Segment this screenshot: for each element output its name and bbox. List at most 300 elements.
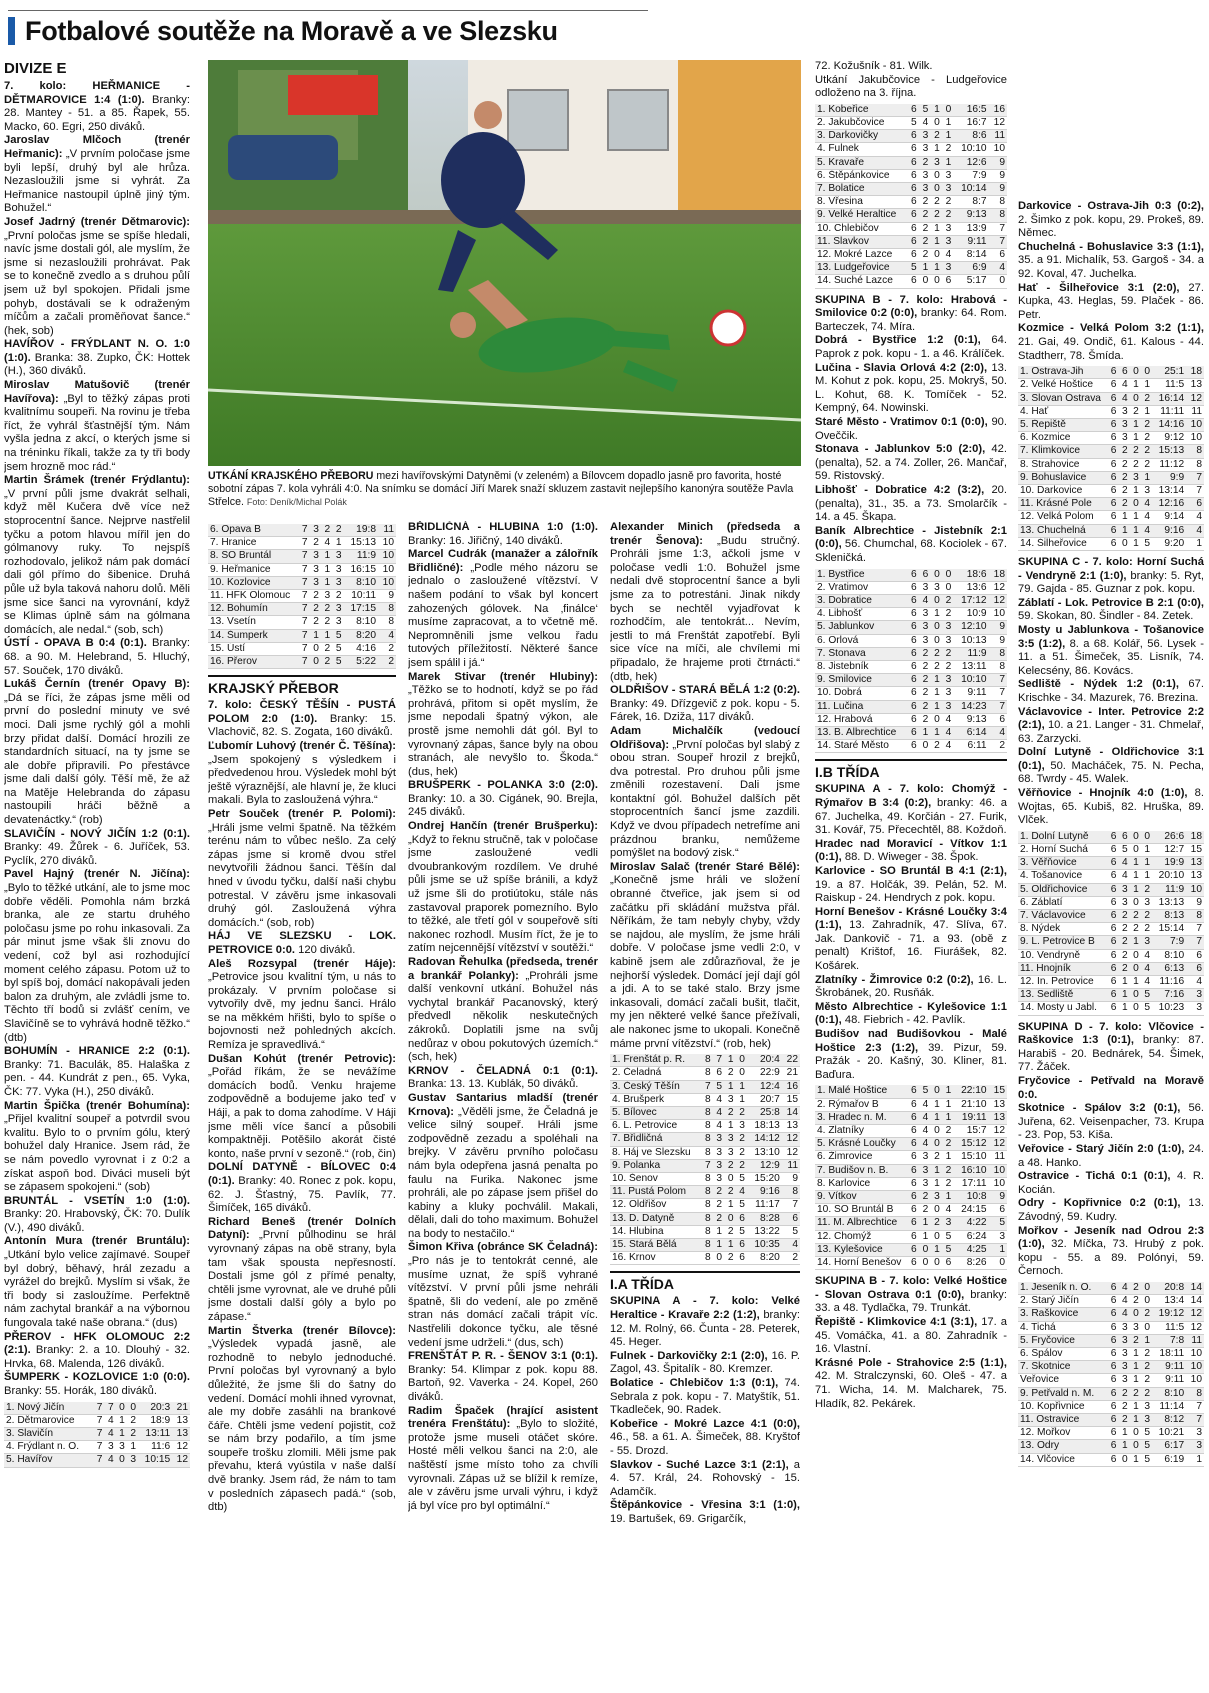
table-cell: 6 bbox=[1107, 511, 1118, 524]
table-row bbox=[815, 569, 1007, 582]
report-paragraph bbox=[408, 548, 598, 670]
report-text: „Dá se říci, že zápas jsme měli od první do poslední minuty ve své moci. Dali jsme rychlý gól a mohli brzy přidat další. Domácí hrozili ze standardních situací, na ty jsme se ale dobře připravili. Po přestávce jsme dali další góly. Těší mě, že až na Matěje Helebranda do zápasu nastoupili hráči běžně a devatenáctky.“ (rob) bbox=[4, 691, 190, 827]
table-cell: 2 bbox=[1118, 445, 1129, 458]
table-cell: 9:20 bbox=[1152, 537, 1186, 550]
table-cell: 12 bbox=[989, 581, 1007, 594]
table-cell: 8 bbox=[701, 1106, 712, 1119]
team-name: 4. Tošanovice bbox=[1018, 870, 1107, 883]
table-cell: 6 bbox=[1107, 1002, 1118, 1015]
table-cell: 18:13 bbox=[747, 1120, 782, 1133]
report-paragraph bbox=[815, 294, 1007, 335]
table-cell: 8:20 bbox=[747, 1252, 782, 1265]
table-cell: 10:11 bbox=[343, 590, 378, 603]
table-cell: 3 bbox=[930, 1191, 942, 1204]
team-name: 5. Řepiště bbox=[1018, 418, 1107, 431]
team-name: 6. Žimrovice bbox=[815, 1151, 907, 1164]
team-name: 13. Odry bbox=[1018, 1440, 1107, 1453]
table-cell: 13 bbox=[1186, 379, 1204, 392]
table-row bbox=[610, 1172, 800, 1185]
table-row bbox=[1018, 379, 1204, 392]
report-text: „První poločas jsme se spíše hledali, navíc jsme dostali gól, ale myslím, že jsme si nezasloužili prohrávat. Pak se to konečně zvedlo a s druhou půlí jsem už byl spokojen. Přidali jsme pohyb, dostávali se k odraženým míčům a začali proměňovat šance.“ (hek, sob) bbox=[4, 229, 190, 337]
table-row bbox=[815, 130, 1007, 143]
report-headline: Skotnice - Spálov 3:2 (0:1), bbox=[1018, 1102, 1181, 1115]
table-cell: 5 bbox=[332, 642, 343, 655]
table-cell: 9 bbox=[1186, 896, 1204, 909]
table-cell: 0 bbox=[919, 1243, 931, 1256]
report-paragraph bbox=[4, 868, 190, 1045]
report-headline: DOLNÍ DATYNĚ - BÍLOVEC 0:4 (0:1). bbox=[208, 1161, 396, 1188]
table-cell: 7 bbox=[93, 1402, 104, 1415]
table-cell: 9 bbox=[378, 590, 396, 603]
report-paragraph bbox=[408, 521, 598, 548]
table-cell: 0 bbox=[919, 740, 931, 753]
report-text: 19. Bartušek, 69. Grigarčík, bbox=[610, 1512, 747, 1525]
report-text: „Hráli jsme velmi špatně. Na těžkém terénu nám to vůbec nešlo. Za celý zápas jsme si kromě dvou střel nevytvořili žádnou šanci. Těšín dal hned v úvodu tyčku, další naši chybu potrestal. V závěru jsme inkasovali druhý gól. Zasloužená výhra domácích.“ (sob, rob) bbox=[208, 821, 396, 929]
report-headline: Karlovice - SO Bruntál B 4:1 (2:1), bbox=[815, 864, 1007, 877]
table-cell: 3 bbox=[919, 169, 931, 182]
table-cell: 0 bbox=[930, 169, 942, 182]
table-cell: 2 bbox=[321, 656, 332, 669]
table-cell: 3 bbox=[127, 1454, 138, 1467]
table-cell: 13 bbox=[172, 1428, 190, 1441]
team-name: 8. SO Bruntál bbox=[208, 550, 298, 563]
report-headline: Miroslav Matušovič (trenér Havířova): bbox=[4, 379, 190, 405]
table-cell: 6 bbox=[1107, 1334, 1118, 1347]
report-paragraph bbox=[408, 1241, 598, 1350]
report-headline: SKUPINA A - 7. kolo: Velké Heraltice - Kravaře 2:2 (1:2), bbox=[610, 1295, 800, 1321]
table-row bbox=[208, 629, 396, 642]
table-cell: 3 bbox=[930, 581, 942, 594]
team-name: 11. Hnojník bbox=[1018, 962, 1107, 975]
table-cell: 4 bbox=[989, 262, 1007, 275]
report-headline: Záblatí - Lok. Petrovice B 2:1 (0:0), bbox=[1018, 596, 1204, 609]
team-name: 7. Skotnice bbox=[1018, 1361, 1107, 1374]
report-text: Branky: 15. Vlachovič, 82. S. Zogata, 160 diváků. bbox=[208, 712, 396, 739]
table-cell: 9:16 bbox=[1152, 524, 1186, 537]
table-cell: 13 bbox=[989, 1111, 1007, 1124]
table-cell: 5 bbox=[1141, 1427, 1152, 1440]
table-cell: 2 bbox=[1118, 949, 1129, 962]
report-paragraph bbox=[815, 838, 1007, 865]
table-cell: 20:4 bbox=[747, 1054, 782, 1067]
table-cell: 4 bbox=[1118, 870, 1129, 883]
table-cell: 8:10 bbox=[1152, 1387, 1186, 1400]
table-row bbox=[1018, 1453, 1204, 1466]
report-headline: Fryčovice - Petřvald na Moravě 0:0. bbox=[1018, 1075, 1204, 1101]
table-cell: 9:11 bbox=[1152, 1374, 1186, 1387]
report-headline: Adam Michalčík (vedoucí Oldřišova): bbox=[610, 724, 800, 751]
table-cell: 4 bbox=[919, 116, 931, 129]
table-row bbox=[1018, 1374, 1204, 1387]
table-cell: 3 bbox=[310, 576, 321, 589]
team-name: 10. Kopřivnice bbox=[1018, 1400, 1107, 1413]
table-cell: 6 bbox=[989, 1204, 1007, 1217]
table-cell: 16:15 bbox=[343, 563, 378, 576]
table-cell: 6 bbox=[1107, 923, 1118, 936]
table-cell: 11:6 bbox=[138, 1441, 172, 1454]
team-name: 1. Jeseník n. O. bbox=[1018, 1282, 1107, 1295]
table-cell: 6 bbox=[907, 275, 919, 288]
team-name: 1. Bystřice bbox=[815, 569, 907, 582]
table-cell: 6:19 bbox=[1152, 1453, 1186, 1466]
team-name: 2. Starý Jičín bbox=[1018, 1295, 1107, 1308]
table-cell: 5 bbox=[332, 656, 343, 669]
table-cell: 1 bbox=[1130, 418, 1141, 431]
table-cell: 13 bbox=[782, 1120, 800, 1133]
table-cell: 0 bbox=[930, 1257, 942, 1270]
table-cell: 0 bbox=[1141, 1295, 1152, 1308]
table-cell: 2 bbox=[1141, 445, 1152, 458]
table-cell: 4 bbox=[713, 1120, 724, 1133]
table-cell: 6 bbox=[907, 660, 919, 673]
standings-table bbox=[815, 569, 1007, 754]
table-cell: 11:11 bbox=[1152, 405, 1186, 418]
header-accent-bar bbox=[8, 17, 15, 45]
table-cell: 10 bbox=[378, 576, 396, 589]
team-name: 14. Hlubina bbox=[610, 1225, 701, 1238]
table-cell: 3 bbox=[1186, 1440, 1204, 1453]
table-cell: 6 bbox=[1107, 405, 1118, 418]
table-row bbox=[815, 1098, 1007, 1111]
table-cell: 3 bbox=[942, 222, 954, 235]
report-paragraph bbox=[815, 783, 1007, 837]
table-row bbox=[610, 1080, 800, 1093]
table-cell: 0 bbox=[1130, 831, 1141, 844]
table-cell: 6 bbox=[1107, 1414, 1118, 1427]
table-cell: 5 bbox=[907, 116, 919, 129]
table-cell: 6 bbox=[907, 1085, 919, 1098]
report-paragraph bbox=[610, 684, 800, 725]
table-cell: 0 bbox=[736, 1054, 747, 1067]
report-text: 56. Chumchal, 68. Kociolek - 67. Skleničká. bbox=[815, 538, 1007, 564]
team-name: 10. Chlebičov bbox=[815, 222, 907, 235]
report-text: „Jsem spokojený s výsledkem i předvedenou hrou. Výsledek mohl být ještě výraznější, ale hlavní je, že kluci makali. Byla to zasloužená výhra.“ bbox=[208, 753, 396, 807]
table-row bbox=[815, 183, 1007, 196]
table-cell: 11:9 bbox=[343, 550, 378, 563]
table-cell: 3 bbox=[919, 130, 931, 143]
report-headline: Horní Benešov - Krásné Loučky 3:4 (1:1), bbox=[815, 905, 1007, 932]
team-name: 2. Jakubčovice bbox=[815, 116, 907, 129]
table-cell: 2 bbox=[930, 740, 942, 753]
table-cell: 6 bbox=[1107, 1321, 1118, 1334]
team-name: 13. B. Albrechtice bbox=[815, 726, 907, 739]
table-cell: 1 bbox=[724, 1080, 735, 1093]
report-text: „Výsledek vypadá jasně, ale rozhodně to nebylo jednoduché. První poločas byl vyrovnaný a bylo důležité, že jsme šli do šatny do vedení. Domácí mohli ihned vyrovnat, ale my dobře zasáhli na brankové čáře. Chtěli jsme vedení pojistit, což se nám brzy podařilo, a tím jsme soupeře trošku zlomili. Měli jsme pak převahu, která vyústila v naše další dvě branky. Jsem rád, že nám to tam v posledních zápasech padá.“ (sob, dtb) bbox=[208, 1338, 396, 1514]
report-text: 16. P. Zagol, 43. Špitalík - 80. Kremzer. bbox=[610, 1349, 800, 1376]
team-name: 14. Horní Benešov bbox=[815, 1257, 907, 1270]
table-cell: 2 bbox=[321, 616, 332, 629]
table-cell: 1 bbox=[1130, 1361, 1141, 1374]
table-cell: 7 bbox=[298, 550, 309, 563]
table-cell: 18:11 bbox=[1152, 1347, 1186, 1360]
table-cell: 3 bbox=[919, 143, 931, 156]
table-row bbox=[1018, 445, 1204, 458]
report-text: 8. a 68. Kolář, 56. Lysek - 11. a 51. Šimeček, 35. Lisník, 74. Kelecsény, 86. Kovács. bbox=[1018, 637, 1204, 677]
report-paragraph bbox=[610, 1295, 800, 1349]
table-row bbox=[815, 726, 1007, 739]
report-paragraph bbox=[1018, 597, 1204, 624]
table-row bbox=[815, 594, 1007, 607]
table-cell: 3 bbox=[713, 1159, 724, 1172]
table-row bbox=[815, 740, 1007, 753]
table-cell: 6 bbox=[1107, 366, 1118, 379]
table-row bbox=[208, 524, 396, 537]
table-cell: 6 bbox=[989, 713, 1007, 726]
table-cell: 2 bbox=[736, 1146, 747, 1159]
report-paragraph bbox=[4, 1235, 190, 1330]
table-cell: 1 bbox=[116, 1414, 127, 1427]
table-cell: 10 bbox=[1186, 432, 1204, 445]
team-name: 11. HFK Olomouc bbox=[208, 590, 298, 603]
report-text: 50. Macháček, 75. N. Pecha, 68. Twrdy - 45. Walek. bbox=[1018, 759, 1204, 786]
table-cell: 0 bbox=[1130, 1427, 1141, 1440]
table-cell: 1 bbox=[1130, 870, 1141, 883]
table-cell: 8 bbox=[989, 209, 1007, 222]
team-name: 5. Kravaře bbox=[815, 156, 907, 169]
table-cell: 11:14 bbox=[1152, 1400, 1186, 1413]
table-row bbox=[815, 647, 1007, 660]
table-cell: 4 bbox=[1141, 949, 1152, 962]
table-cell: 8 bbox=[1186, 458, 1204, 471]
table-cell: 3 bbox=[942, 235, 954, 248]
table-row bbox=[815, 687, 1007, 700]
table-cell: 1 bbox=[942, 116, 954, 129]
table-row bbox=[815, 700, 1007, 713]
table-cell: 6 bbox=[1107, 537, 1118, 550]
table-cell: 6 bbox=[907, 621, 919, 634]
table-cell: 3 bbox=[919, 1164, 931, 1177]
table-row bbox=[1018, 392, 1204, 405]
report-text: branky: 64. Rom. Barteczek, 74. Míra. bbox=[815, 307, 1007, 333]
table-cell: 2 bbox=[1118, 498, 1129, 511]
table-cell: 10 bbox=[989, 1177, 1007, 1190]
table-cell: 6 bbox=[1107, 1347, 1118, 1360]
table-cell: 7 bbox=[1186, 484, 1204, 497]
table-cell: 12 bbox=[172, 1441, 190, 1454]
team-name: 14. Vlčovice bbox=[1018, 1453, 1107, 1466]
team-name: 8. Strahovice bbox=[1018, 458, 1107, 471]
table-cell: 8 bbox=[782, 1186, 800, 1199]
table-cell: 1 bbox=[930, 1111, 942, 1124]
report-headline: 7. kolo: ČESKÝ TĚŠÍN - PUSTÁ POLOM 2:0 (1:0). bbox=[208, 699, 396, 725]
table-cell: 6 bbox=[907, 1111, 919, 1124]
football-photo-illustration bbox=[208, 60, 801, 466]
report-headline: SKUPINA C - 7. kolo: Horní Suchá - Vendryně 2:1 (1:0), bbox=[1018, 555, 1204, 582]
table-cell: 2 bbox=[1141, 1387, 1152, 1400]
table-cell: 6:24 bbox=[953, 1230, 988, 1243]
table-cell: 1 bbox=[930, 1164, 942, 1177]
report-headline: Stonava - Jablunkov 5:0 (2:0), bbox=[815, 443, 986, 456]
table-cell: 25:1 bbox=[1152, 366, 1186, 379]
report-paragraph bbox=[815, 1001, 1007, 1028]
team-name: 1. Dolní Lutyně bbox=[1018, 831, 1107, 844]
table-cell: 1 bbox=[736, 1093, 747, 1106]
table-cell: 8 bbox=[701, 1146, 712, 1159]
table-cell: 7 bbox=[104, 1402, 115, 1415]
table-row bbox=[1018, 1308, 1204, 1321]
report-headline: Radovan Řehulka (předseda, trenér a brankář Polanky): bbox=[408, 956, 598, 982]
report-text: branky: 5. Ryt, 79. Gajda - 85. Guznar z pok. kopu. bbox=[1018, 569, 1204, 596]
team-name: 13. D. Datyně bbox=[610, 1212, 701, 1225]
table-cell: 3 bbox=[919, 581, 931, 594]
table-cell: 6 bbox=[907, 1257, 919, 1270]
table-cell: 2 bbox=[919, 222, 931, 235]
table-cell: 1 bbox=[989, 1243, 1007, 1256]
report-headline: HÁJ VE SLEZSKU - LOK. PETROVICE 0:0. bbox=[208, 930, 396, 956]
table-cell: 1 bbox=[1130, 1414, 1141, 1427]
table-cell: 0 bbox=[1118, 1453, 1129, 1466]
report-paragraph bbox=[4, 1045, 190, 1099]
report-text: 67. Krischke - 34. Mazurek, 76. Brezina. bbox=[1018, 678, 1204, 704]
table-cell: 1 bbox=[1186, 1453, 1204, 1466]
table-cell: 2 bbox=[919, 647, 931, 660]
table-cell: 10 bbox=[989, 143, 1007, 156]
table-row bbox=[815, 1111, 1007, 1124]
table-row bbox=[1018, 511, 1204, 524]
table-cell: 4 bbox=[942, 740, 954, 753]
team-name: 14. Šumperk bbox=[208, 629, 298, 642]
table-cell: 3 bbox=[332, 550, 343, 563]
table-cell: 8 bbox=[701, 1172, 712, 1185]
table-cell: 1 bbox=[930, 222, 942, 235]
table-cell: 8 bbox=[989, 647, 1007, 660]
team-name: 9. Petřvald n. M. bbox=[1018, 1387, 1107, 1400]
table-cell: 1 bbox=[1118, 1440, 1129, 1453]
table-cell: 3 bbox=[1141, 484, 1152, 497]
team-name: 7. Bolatice bbox=[815, 183, 907, 196]
table-cell: 7 bbox=[298, 563, 309, 576]
table-cell: 0 bbox=[310, 656, 321, 669]
table-cell: 7 bbox=[701, 1159, 712, 1172]
team-name: 9. Vítkov bbox=[815, 1191, 907, 1204]
table-cell: 2 bbox=[942, 594, 954, 607]
table-cell: 4 bbox=[1118, 857, 1129, 870]
table-cell: 10 bbox=[1186, 418, 1204, 431]
table-cell: 8:10 bbox=[343, 616, 378, 629]
report-paragraph bbox=[1018, 787, 1204, 828]
table-cell: 6 bbox=[907, 1191, 919, 1204]
table-cell: 1 bbox=[919, 726, 931, 739]
report-paragraph bbox=[4, 678, 190, 828]
table-cell: 7 bbox=[1186, 1400, 1204, 1413]
table-row bbox=[815, 1204, 1007, 1217]
report-headline: Josef Jadrný (trenér Dětmarovic): bbox=[4, 215, 190, 228]
report-paragraph bbox=[4, 1195, 190, 1236]
report-headline: Darkovice - Ostrava-Jih 0:3 (0:2), bbox=[1018, 200, 1204, 212]
table-cell: 6 bbox=[1107, 896, 1118, 909]
table-cell: 1 bbox=[919, 1217, 931, 1230]
table-cell: 1 bbox=[1141, 857, 1152, 870]
table-cell: 2 bbox=[930, 1151, 942, 1164]
report-paragraph bbox=[1018, 1075, 1204, 1102]
table-cell: 12:10 bbox=[953, 621, 988, 634]
table-cell: 19:8 bbox=[343, 524, 378, 537]
report-paragraph bbox=[408, 1405, 598, 1514]
team-name: 2. Rýmařov B bbox=[815, 1098, 907, 1111]
table-cell: 11:9 bbox=[1152, 883, 1186, 896]
table-cell: 2 bbox=[1141, 1347, 1152, 1360]
table-cell: 8:10 bbox=[343, 576, 378, 589]
table-cell: 3 bbox=[310, 524, 321, 537]
report-text: 19. a 87. Holčák, 39. Pelán, 52. M. Raiskup - 24. Hendrych z pok. kopu. bbox=[815, 878, 1007, 905]
report-text: 48. Fiebrich - 42. Pavlík. bbox=[841, 1014, 966, 1027]
table-cell: 6 bbox=[1107, 1282, 1118, 1295]
table-cell: 4 bbox=[1186, 524, 1204, 537]
table-cell: 7 bbox=[989, 687, 1007, 700]
table-cell: 6 bbox=[907, 249, 919, 262]
report-headline: Dušan Kohút (trenér Petrovic): bbox=[208, 1052, 396, 1065]
table-cell: 1 bbox=[1130, 976, 1141, 989]
table-cell: 20:3 bbox=[138, 1402, 172, 1415]
report-text: 74. Sebrala z pok. kopu - 7. Matyštík, 51. Tkadleček, 90. Radek. bbox=[610, 1376, 800, 1417]
table-cell: 3 bbox=[1141, 1400, 1152, 1413]
table-cell: 6 bbox=[1107, 445, 1118, 458]
table-cell: 16:14 bbox=[1152, 392, 1186, 405]
table-row bbox=[610, 1120, 800, 1133]
table-cell: 6 bbox=[1107, 1295, 1118, 1308]
table-cell: 16:5 bbox=[953, 104, 988, 117]
report-text: „Byl to těžký zápas proti kvalitnímu soupeři. Na rovinu je třeba říct, že vyhrál šťastnější tým. Nám vyšla jedna z akcí, o kterých jsme si na tréninku říkali, takže za ty tři body jsem hrozně moc rád.“ bbox=[4, 392, 190, 473]
table-cell: 12 bbox=[782, 1146, 800, 1159]
table-cell: 6 bbox=[942, 1257, 954, 1270]
table-cell: 14:12 bbox=[747, 1133, 782, 1146]
table-cell: 9 bbox=[989, 634, 1007, 647]
report-text: 8. Wojtas, 65. Kubiš, 82. Hruška, 89. Vlček. bbox=[1018, 787, 1204, 827]
table-cell: 2 bbox=[942, 1177, 954, 1190]
table-cell: 3 bbox=[713, 1172, 724, 1185]
report-paragraph bbox=[610, 521, 800, 684]
table-cell: 0 bbox=[1130, 896, 1141, 909]
table-cell: 4 bbox=[919, 1111, 931, 1124]
table-row bbox=[1018, 870, 1204, 883]
table-cell: 3 bbox=[332, 576, 343, 589]
table-cell: 8 bbox=[1186, 1387, 1204, 1400]
table-cell: 2 bbox=[930, 196, 942, 209]
table-cell: 0 bbox=[930, 1204, 942, 1217]
table-cell: 15 bbox=[989, 1085, 1007, 1098]
report-headline: SKUPINA B - 7. kolo: Hrabová - Smilovice 0:2 (0:0), bbox=[815, 293, 1007, 320]
table-cell: 4 bbox=[942, 726, 954, 739]
table-cell: 2 bbox=[1118, 936, 1129, 949]
table-row bbox=[815, 674, 1007, 687]
table-cell: 16 bbox=[782, 1080, 800, 1093]
table-row bbox=[610, 1239, 800, 1252]
report-text: 56. Juřena, 62. Veisenpacher, 73. Krupa - 23. Pop, 53. Kiša. bbox=[1018, 1102, 1204, 1142]
report-text: 4. R. Kocián. bbox=[1018, 1170, 1204, 1196]
table-cell: 2 bbox=[1141, 392, 1152, 405]
table-cell: 1 bbox=[1118, 976, 1129, 989]
table-cell: 1 bbox=[1118, 989, 1129, 1002]
table-cell: 10 bbox=[989, 1164, 1007, 1177]
table-cell: 6 bbox=[1107, 524, 1118, 537]
report-headline: SLAVIČÍN - NOVÝ JIČÍN 1:2 (0:1). bbox=[4, 827, 190, 840]
table-cell: 9:13 bbox=[953, 209, 988, 222]
table-row bbox=[1018, 405, 1204, 418]
table-row bbox=[4, 1454, 190, 1467]
table-row bbox=[1018, 471, 1204, 484]
match-photo bbox=[208, 60, 801, 466]
table-cell: 8 bbox=[701, 1212, 712, 1225]
team-name: 5. Fryčovice bbox=[1018, 1334, 1107, 1347]
table-cell: 2 bbox=[989, 740, 1007, 753]
team-name: 3. Dobratice bbox=[815, 594, 907, 607]
table-cell: 4 bbox=[1186, 976, 1204, 989]
report-text: „Budu stručný. Prohráli jsme 1:3, ačkoli jsme v poločase vedli 1:0. Bohužel jsme nedali dvě stoprocentní šance a byli jsme za to potrestáni. Jinak nikdy bych se nechtěl vyjadřovat k rozhodčím, ale tentokrát... Nevím, jestli to má Frenštát zapotřebí. Byli sice více na míči, ale chvílemi mi připadalo, že hrajeme proti čtrnácti.“ (dtb, hek) bbox=[610, 534, 800, 683]
report-text: „Přijel kvalitní soupeř a potvrdil svou kvalitu. Bylo to o prvním gólu, který bohužel daly Hranice. Jsem rád, že se nám povedlo vyrovnat i z 0:2 a získat aspoň bod. Diváci museli být se zápasem spokojeni.“ (sob) bbox=[4, 1113, 190, 1194]
table-cell: 8 bbox=[1186, 445, 1204, 458]
table-cell: 6 bbox=[1107, 857, 1118, 870]
table-cell: 10 bbox=[1186, 883, 1204, 896]
